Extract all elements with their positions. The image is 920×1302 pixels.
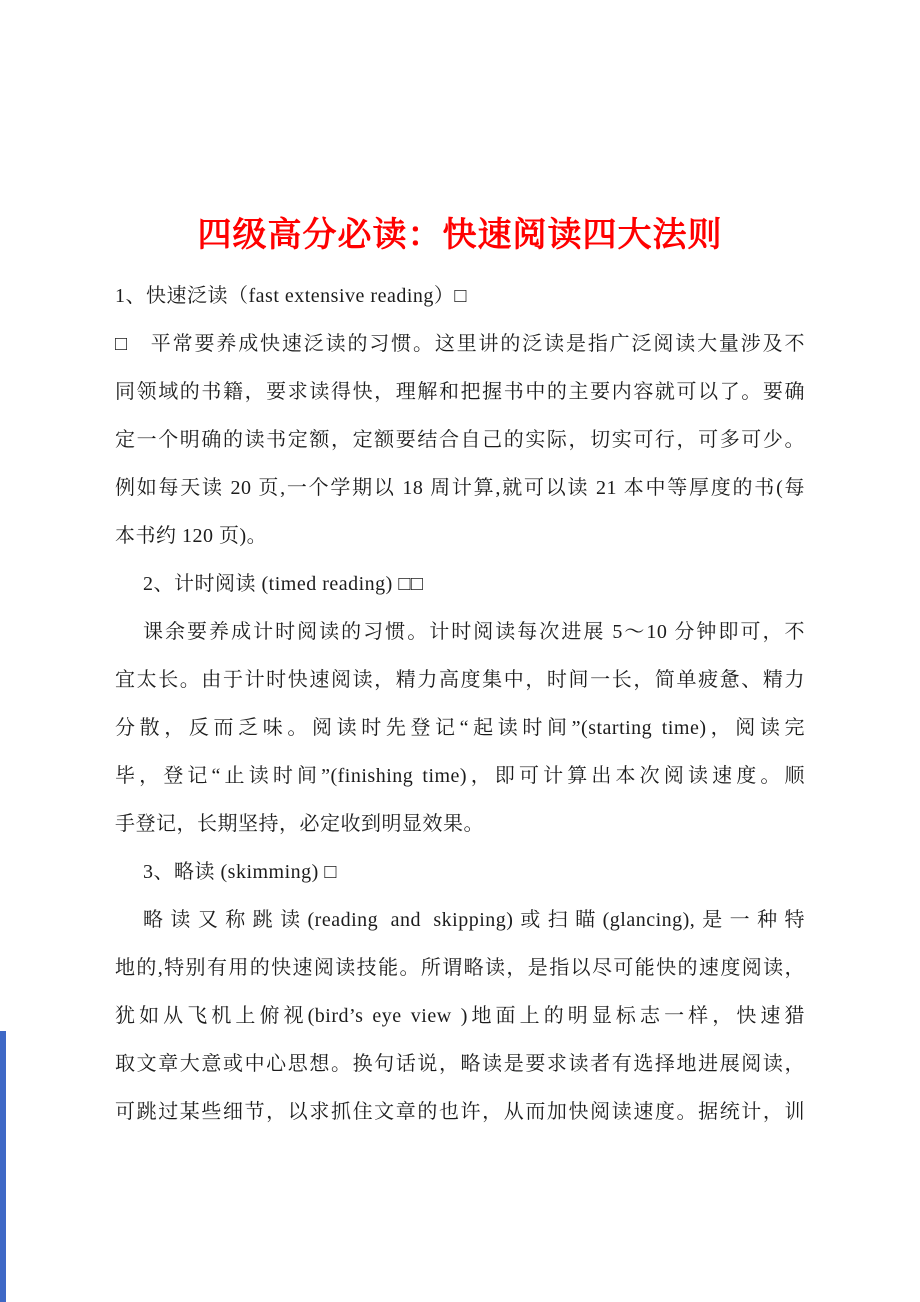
text-line: 宜太长。由于计时快速阅读，精力高度集中，时间一长，简单疲惫、精力 xyxy=(115,669,805,691)
text-line: 本书约 120 页)。 xyxy=(115,525,268,547)
text-line: 略读又称跳读(reading and skipping)或扫瞄(glancing),是一种特 xyxy=(143,909,805,931)
text-line: □ 平常要养成快速泛读的习惯。这里讲的泛读是指广泛阅读大量涉及不 xyxy=(115,333,805,355)
text-line: 取文章大意或中心思想。换句话说，略读是要求读者有选择地进展阅读， xyxy=(115,1053,805,1075)
text-line: 地的,特别有用的快速阅读技能。所谓略读，是指以尽可能快的速度阅读， xyxy=(115,957,805,979)
text-line: 1、快速泛读（fast extensive reading）□ xyxy=(115,285,467,307)
text-line: 分散，反而乏味。阅读时先登记“起读时间”(starting time)，阅读完 xyxy=(115,717,805,739)
text-line: 可跳过某些细节，以求抓住文章的也许，从而加快阅读速度。据统计，训 xyxy=(115,1101,805,1123)
text-line: 手登记，长期坚持，必定收到明显效果。 xyxy=(115,813,484,835)
document-body xyxy=(115,272,805,1136)
text-line: 毕，登记“止读时间”(finishing time)，即可计算出本次阅读速度。顺 xyxy=(115,765,805,787)
left-accent-bar xyxy=(0,1031,6,1302)
text-line: 2、计时阅读 (timed reading) □□ xyxy=(143,573,424,595)
text-line: 例如每天读 20 页,一个学期以 18 周计算,就可以读 21 本中等厚度的书(每 xyxy=(115,477,805,499)
text-line: 定一个明确的读书定额，定额要结合自己的实际，切实可行，可多可少。 xyxy=(115,429,805,451)
text-line: 3、略读 (skimming) □ xyxy=(143,861,337,883)
text-line: 犹如从飞机上俯视(bird’s eye view )地面上的明显标志一样，快速猎 xyxy=(115,1005,805,1027)
text-line: 同领域的书籍，要求读得快，理解和把握书中的主要内容就可以了。要确 xyxy=(115,381,805,403)
text-line: 课余要养成计时阅读的习惯。计时阅读每次进展 5～10 分钟即可，不 xyxy=(143,621,805,643)
page-title: 四级高分必读：快速阅读四大法则 xyxy=(197,216,723,254)
